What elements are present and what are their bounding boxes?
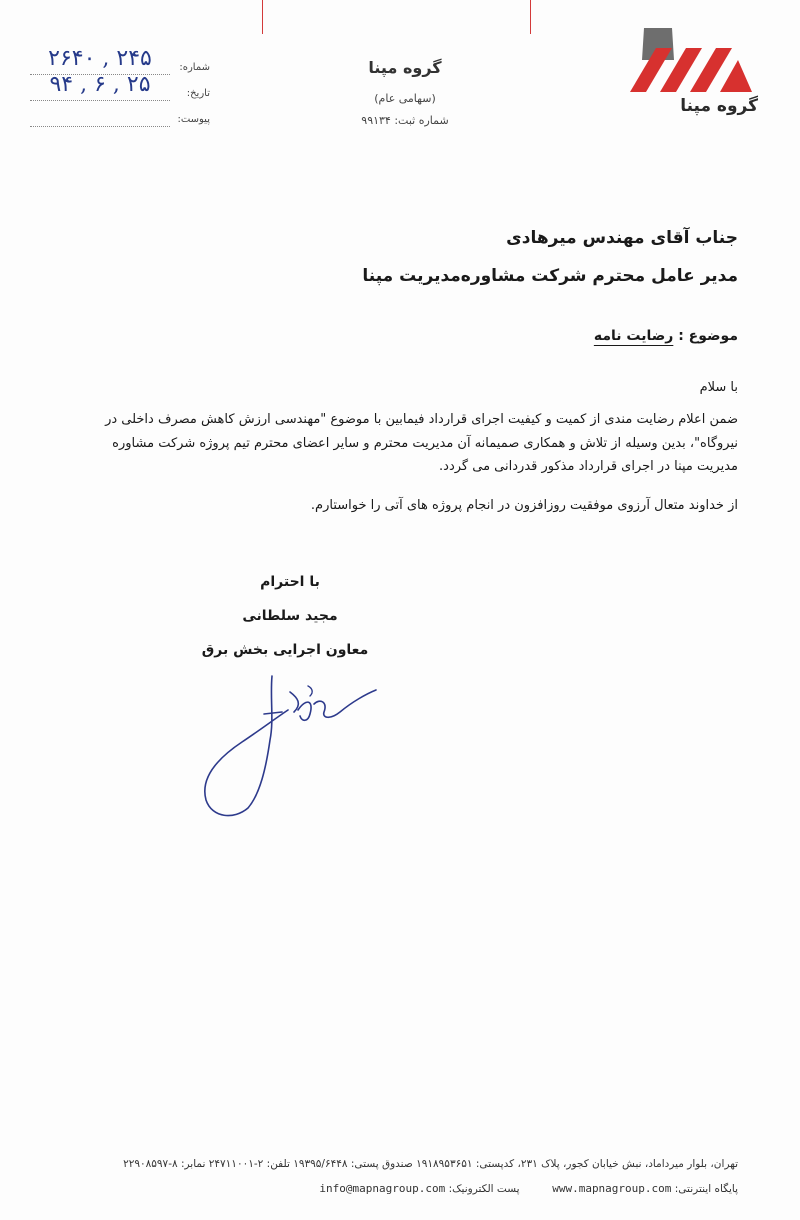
registration-number: شماره ثبت: ۹۹۱۳۴ <box>361 114 449 127</box>
addressee-title: مدیر عامل محترم شرکت مشاوره‌مدیریت مپنا <box>362 266 738 286</box>
subject-label: موضوع : <box>678 328 738 344</box>
body-paragraph: ضمن اعلام رضایت مندی از کمیت و کیفیت اجرای قرارداد فیمابین با موضوع "مهندسی ارزش کاهش مصرف داخلی در نیروگاه"، بدین وسیله از تلاش و همکاری صمیمانه آن مدیریت محترم و سایر اعضای محترم تیم پروژه شرکت مشاوره مدیریت مپنا در اجرای قرارداد مذکور قدردانی می گردد. <box>105 412 738 474</box>
handwritten-signature <box>190 668 390 828</box>
footer-address: تهران، بلوار میرداماد، نبش خیابان کجور، پلاک ۲۳۱، کدپستی: ۱۹۱۸۹۵۳۶۵۱ صندوق پستی: ۱۹۳۹۵/۶۴۴۸ تلفن: ۲-۲۴۷۱۱۰۰۱ نمابر: ۸-۲۲۹۰۸۵۹۷ <box>123 1158 738 1170</box>
closing-sentence: از خداوند متعال آرزوی موفقیت روزافزون در انجام پروژه های آتی را خواستارم. <box>310 498 738 513</box>
logo-text: گروه مپنا <box>680 96 758 116</box>
attachment-label: پیوست: <box>177 114 210 125</box>
date-label: تاریخ: <box>186 88 210 99</box>
company-name: گروه مپنا <box>368 58 442 77</box>
website-label: پایگاه اینترنتی: <box>674 1183 738 1195</box>
number-value: ۲۶۴۰ , ۲۴۵ <box>48 46 152 71</box>
subject-value: رضایت نامه <box>593 328 674 344</box>
website-link[interactable]: www.mapnagroup.com <box>552 1182 672 1195</box>
date-value: ۹۴ , ۶ , ۲۵ <box>49 72 151 97</box>
greeting: با سلام <box>699 380 738 395</box>
letter-date-row <box>30 72 210 108</box>
fold-line-left <box>262 0 263 34</box>
regards: با احترام <box>260 574 320 590</box>
subject-line <box>594 328 738 344</box>
footer-contacts <box>58 1182 738 1195</box>
letter-attachment-row <box>30 110 210 134</box>
fold-line-right <box>530 0 531 34</box>
email-link[interactable]: info@mapnagroup.com <box>319 1182 446 1195</box>
company-type: (سهامی عام) <box>374 92 436 105</box>
number-label: شماره: <box>179 62 210 73</box>
signer-title: معاون اجرایی بخش برق <box>201 642 369 658</box>
signer-name: مجید سلطانی <box>242 608 338 624</box>
email-label: پست الکترونیک: <box>448 1183 520 1195</box>
addressee-name: جناب آقای مهندس میرهادی <box>506 228 738 248</box>
